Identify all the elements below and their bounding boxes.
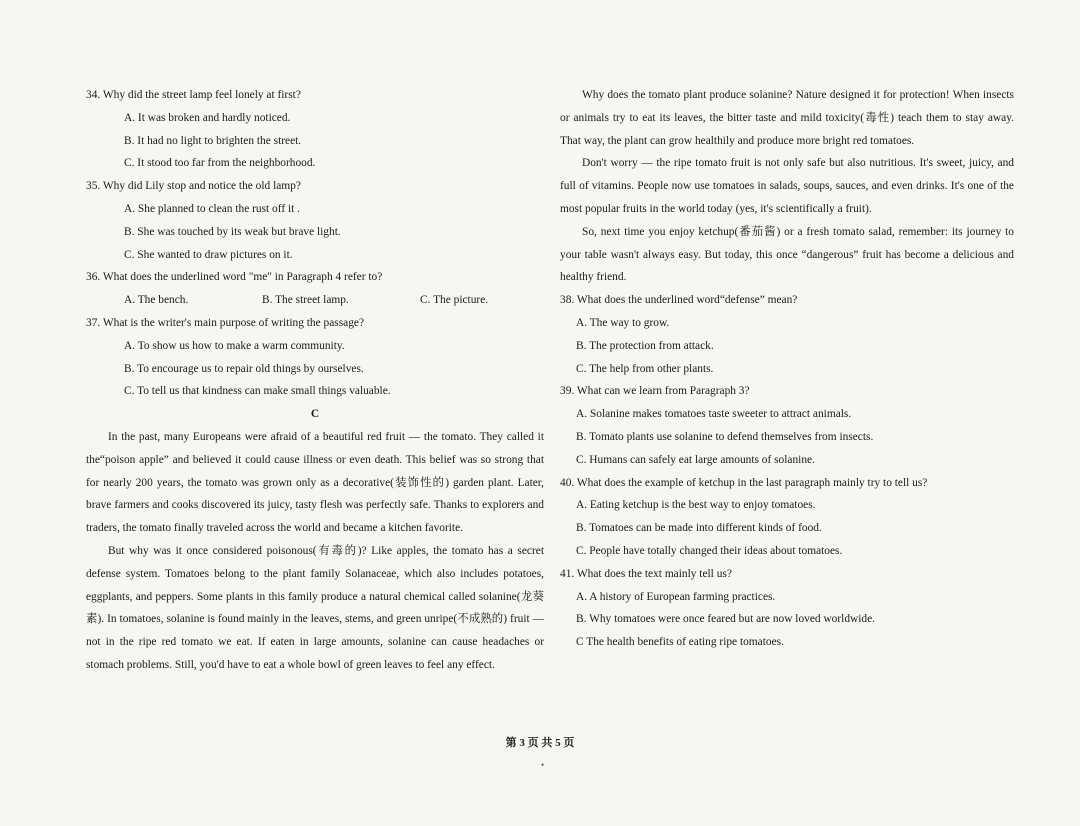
section-heading: C — [310, 408, 320, 421]
option-41-b: B. Why tomatoes were once feared but are now loved worldwide. — [576, 613, 876, 626]
passage-paragraph-3: Why does the tomato plant produce solanine? Nature designed it for protection! When insects or animals try to eat its leaves, the bitter taste and mild toxicity(毒性) teach them to stay away. That way, the plant can grow healthily and produce more bright red tomatoes. — [560, 89, 1014, 147]
question-36: 36. What does the underlined word "me" in Paragraph 4 refer to? — [86, 271, 383, 284]
option-37-c: C. To tell us that kindness can make small things valuable. — [124, 385, 391, 398]
option-36-a: A. The bench. — [124, 294, 189, 307]
option-41-a: A. A history of European farming practices. — [576, 590, 776, 603]
question-39: 39. What can we learn from Paragraph 3? — [560, 385, 750, 398]
page-number: 第 3 页 共 5 页 — [505, 737, 575, 749]
question-41: 41. What does the text mainly tell us? — [560, 567, 732, 580]
option-37-b: B. To encourage us to repair old things by ourselves. — [124, 362, 364, 375]
right-column — [560, 84, 1014, 654]
passage-paragraph-1: In the past, many Europeans were afraid of a beautiful red fruit — the tomato. They called it the“poison apple” and believed it could cause illness or even death. This belief was so strong that for nearly 200 years, the tomato was grown only as a decorative(装饰性的) garden plant. Later, brave farmers and cooks discovered its juicy, tasty flesh was perfectly safe. Thanks to explorers and traders, the tomato finally traveled across the world and became a kitchen favorite. — [86, 430, 544, 535]
option-35-a: A. She planned to clean the rust off it . — [124, 202, 300, 215]
option-34-c: C. It stood too far from the neighborhood. — [124, 157, 316, 170]
option-37-a: A. To show us how to make a warm community. — [124, 339, 345, 352]
option-38-c: C. The help from other plants. — [576, 362, 714, 375]
option-40-b: B. Tomatoes can be made into different kinds of food. — [576, 522, 822, 535]
option-34-b: B. It had no light to brighten the street. — [124, 134, 302, 147]
question-34: 34. Why did the street lamp feel lonely at first? — [86, 89, 301, 101]
option-36-b: B. The street lamp. — [262, 294, 349, 307]
question-38: 38. What does the underlined word“defense” mean? — [560, 294, 798, 307]
question-37: 37. What is the writer's main purpose of writing the passage? — [86, 316, 364, 329]
option-39-c: C. Humans can safely eat large amounts of solanine. — [576, 453, 815, 466]
option-39-a: A. Solanine makes tomatoes taste sweeter to attract animals. — [576, 408, 852, 421]
left-column — [86, 84, 544, 677]
option-38-b: B. The protection from attack. — [576, 339, 714, 352]
option-40-a: A. Eating ketchup is the best way to enjoy tomatoes. — [576, 499, 816, 512]
options-36 — [86, 289, 544, 312]
question-35: 35. Why did Lily stop and notice the old lamp? — [86, 180, 301, 193]
option-40-c: C. People have totally changed their ideas about tomatoes. — [576, 544, 843, 557]
passage-paragraph-2: But why was it once considered poisonous(有毒的)? Like apples, the tomato has a secret defense system. Tomatoes belong to the plant family Solanaceae, which also includes potatoes, eggplants, and peppers. Some plants in this family produce a natural chemical called solanine(龙葵素). In tomatoes, solanine is found mainly in the leaves, stems, and green unripe(不成熟的) fruit — not in the ripe red tomato we eat. If eaten in large amounts, solanine can cause headaches or stomach problems. Still, you'd have to eat a whole bowl of green leaves to feel any effect. — [86, 544, 544, 671]
option-34-a: A. It was broken and hardly noticed. — [124, 111, 291, 124]
passage-paragraph-5: So, next time you enjoy ketchup(番茄酱) or a fresh tomato salad, remember: its journey to your table wasn't always easy. But today, this once “dangerous” fruit has become a delicious and healthy friend. — [560, 225, 1014, 284]
option-39-b: B. Tomato plants use solanine to defend themselves from insects. — [576, 430, 874, 443]
option-36-c: C. The picture. — [420, 294, 489, 307]
passage-paragraph-4: Don't worry — the ripe tomato fruit is not only safe but also nutritious. It's sweet, juicy, and full of vitamins. People now use tomatoes in salads, soups, sauces, and even drinks. It's one of the most popular fruits in the world today (yes, it's scientifically a fruit). — [560, 157, 1014, 215]
option-35-b: B. She was touched by its weak but brave light. — [124, 225, 341, 238]
question-40: 40. What does the example of ketchup in the last paragraph mainly try to tell us? — [560, 476, 928, 489]
scan-mark: • — [541, 760, 545, 770]
option-41-c: C The health benefits of eating ripe tomatoes. — [576, 636, 784, 649]
option-38-a: A. The way to grow. — [576, 316, 670, 329]
option-35-c: C. She wanted to draw pictures on it. — [124, 248, 293, 261]
